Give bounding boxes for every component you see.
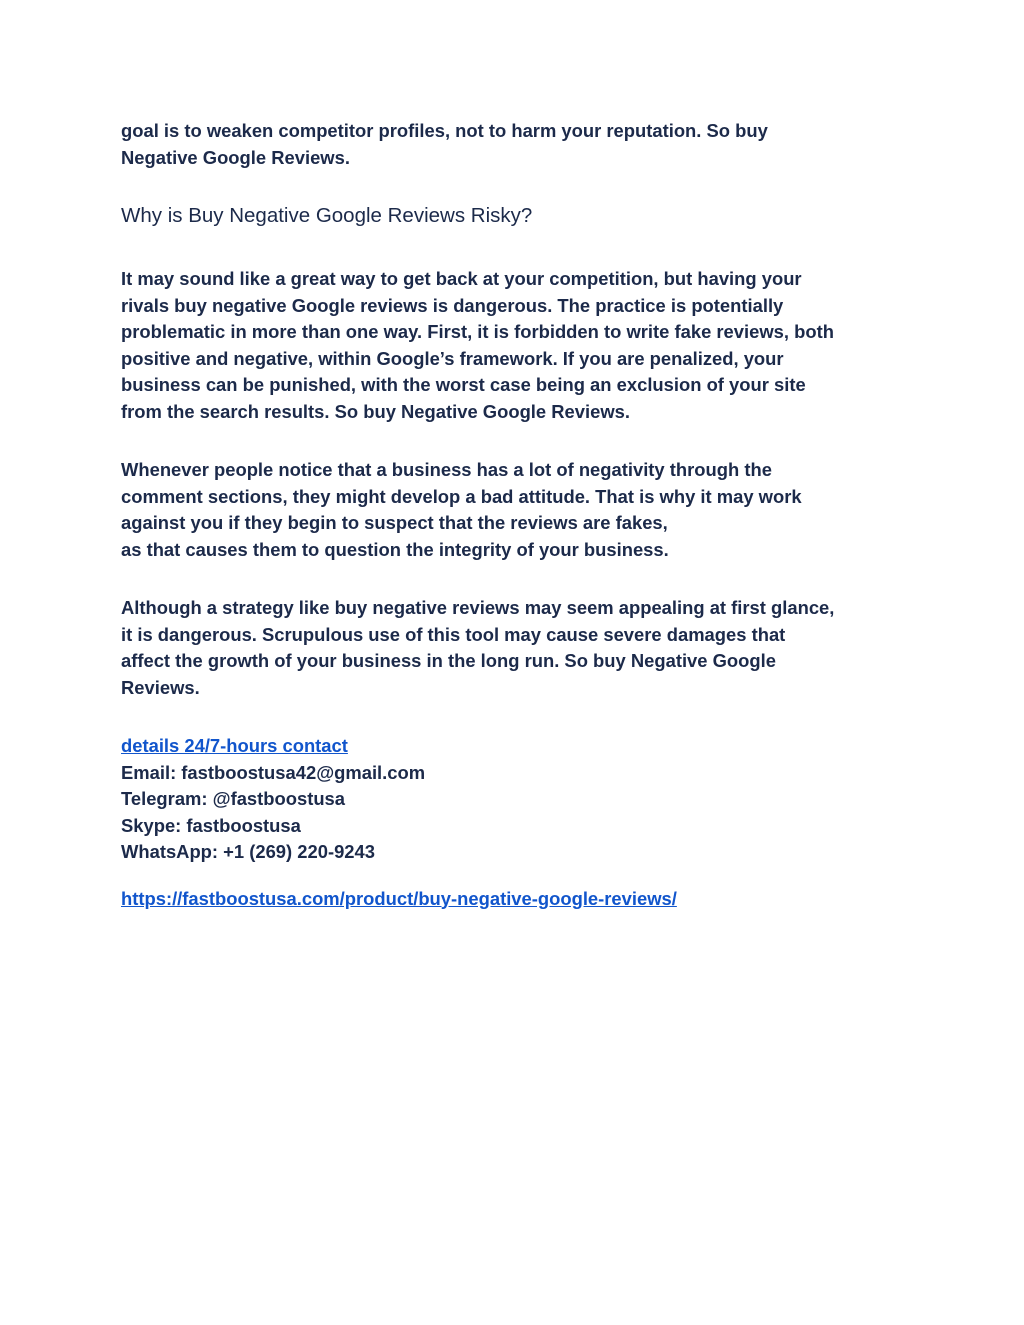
contact-details-link[interactable]: details 24/7-hours contact (121, 735, 348, 756)
risk-paragraph (121, 266, 921, 425)
negativity-paragraph (121, 457, 921, 563)
strategy-paragraph (121, 595, 921, 701)
paragraph-line: against you if they begin to suspect that the reviews are fakes, (121, 512, 668, 533)
paragraph-line: from the search results. So buy Negative Google Reviews. (121, 400, 630, 422)
paragraph-line: problematic in more than one way. First, it is forbidden to write fake reviews, both (121, 321, 834, 342)
paragraph-line: rivals buy negative Google reviews is dangerous. The practice is potentially (121, 294, 784, 316)
paragraph-line: as that causes them to question the integrity of your business. (121, 538, 669, 560)
paragraph-line: goal is to weaken competitor profiles, not to harm your reputation. So buy (121, 120, 768, 141)
document-page (121, 118, 921, 912)
intro-paragraph (121, 118, 921, 171)
contact-block (121, 733, 921, 866)
product-link-paragraph (121, 886, 921, 913)
paragraph-line: it is dangerous. Scrupulous use of this tool may cause severe damages that (121, 623, 786, 645)
paragraph-line: comment sections, they might develop a bad attitude. That is why it may work (121, 485, 802, 507)
paragraph-line: affect the growth of your business in the long run. So buy Negative Google (121, 650, 776, 671)
contact-whatsapp: WhatsApp: +1 (269) 220-9243 (121, 841, 375, 862)
contact-telegram: Telegram: @fastboostusa (121, 788, 346, 809)
paragraph-line: business can be punished, with the worst case being an exclusion of your site (121, 374, 806, 395)
paragraph-line: positive and negative, within Google’s framework. If you are penalized, your (121, 347, 784, 369)
contact-email: Email: fastboostusa42@gmail.com (121, 761, 426, 783)
paragraph-line: Reviews. (121, 676, 200, 698)
paragraph-line: Whenever people notice that a business has a lot of negativity through the (121, 459, 772, 480)
product-url-link[interactable]: https://fastboostusa.com/product/buy-negative-google-reviews/ (121, 887, 677, 909)
paragraph-line: Although a strategy like buy negative reviews may seem appealing at first glance, (121, 597, 835, 618)
contact-skype: Skype: fastboostusa (121, 814, 301, 836)
paragraph-line: Negative Google Reviews. (121, 146, 350, 168)
paragraph-line: It may sound like a great way to get back at your competition, but having your (121, 268, 802, 289)
section-heading: Why is Buy Negative Google Reviews Risky? (121, 204, 533, 227)
